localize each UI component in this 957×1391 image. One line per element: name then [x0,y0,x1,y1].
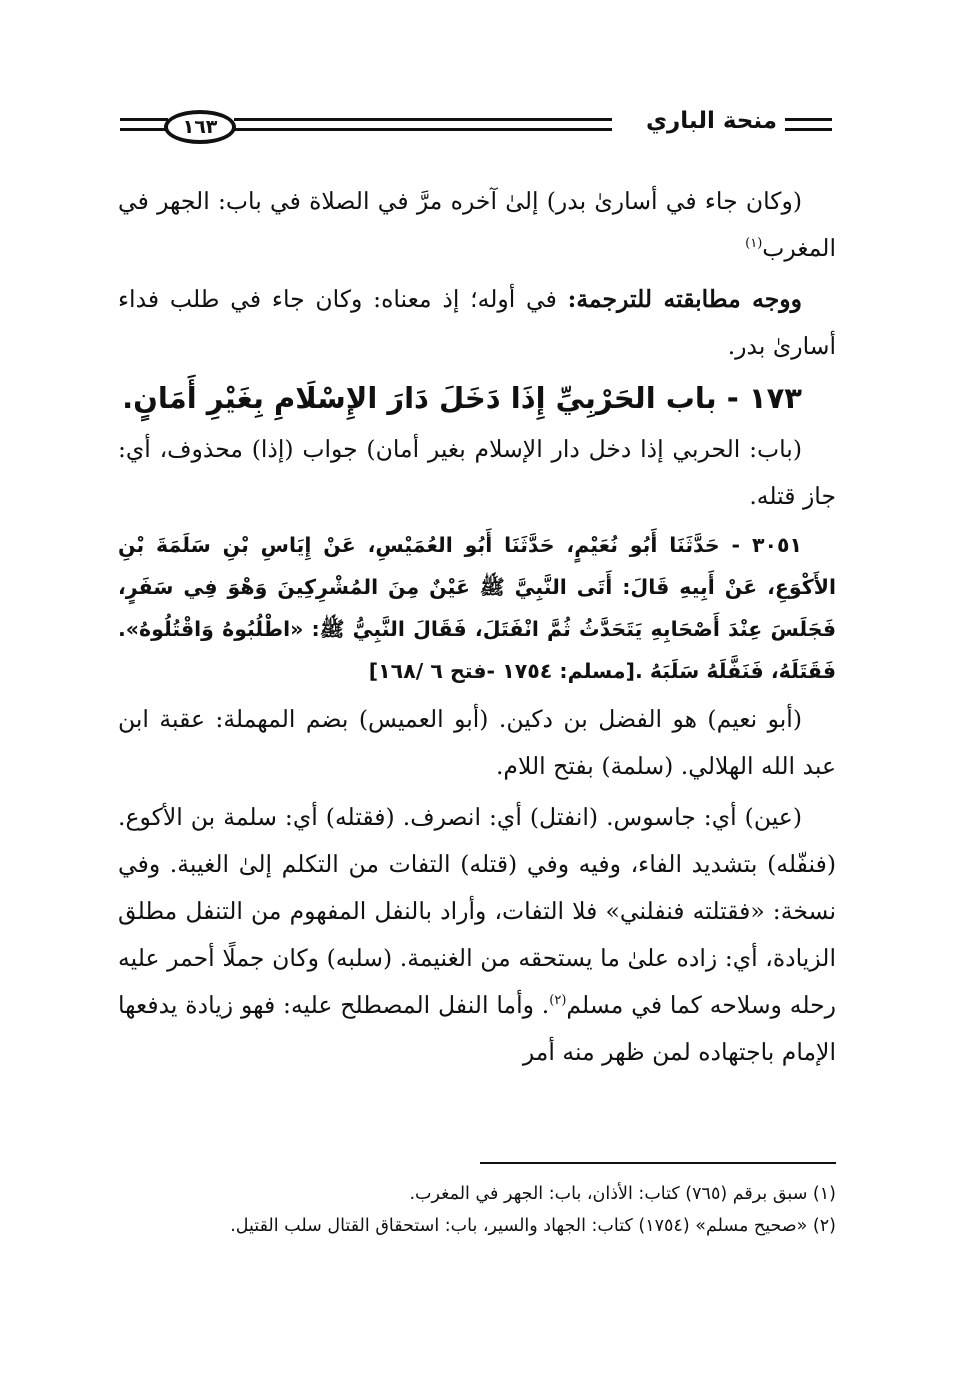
page-header [120,100,832,152]
running-title: منحة الباري [645,108,777,134]
footnote-ref: (١) [745,236,763,252]
chapter-heading: ١٧٣ - باب الحَرْبِيِّ إِذَا دَخَلَ دَارَ الإِسْلَامِ بِغَيْرِ أَمَانٍ. [122,381,802,415]
paragraph: (أبو نعيم) هو الفضل بن دكين. (أبو العميس) بضم المهملة: عقبة ابن عبد الله الهلالي. (سلمة) بفتح اللام. [118,705,836,780]
main-text [118,178,836,1080]
paragraph [118,178,836,272]
header-rule-right [785,128,832,131]
footnotes [118,1178,836,1242]
header-rule-left [120,118,168,121]
paragraph-lead: ووجه مطابقته للترجمة: [567,285,802,313]
paragraph-text: في أوله؛ إذ معناه: وكان جاء في طلب فداء أسارىٰ بدر. [118,285,836,360]
paragraph: (باب: الحربي إذا دخل دار الإسلام بغير أمان) جواب (إذا) محذوف، أي: جاز قتله. [118,435,836,510]
header-rule-middle [234,128,612,131]
header-rule-middle [234,118,612,121]
footnote: (١) سبق برقم (٧٦٥) كتاب: الأذان، باب: الجهر في المغرب. [409,1184,836,1204]
paragraph-text: . وأما النفل المصطلح عليه: فهو زيادة يدفعها الإمام باجتهاده لمن ظهر منه أمر [118,991,836,1066]
header-rule-left [120,128,168,131]
hadith-text: ٣٠٥١ - حَدَّثَنَا أَبُو نُعَيْمٍ، حَدَّثَنَا أَبُو العُمَيْسِ، عَنْ إِيَاسِ بْنِ سَلَمَةَ بْنِ الأَكْوَعِ، عَنْ أَبِيهِ قَالَ: أَتَى النَّبِيَّ ﷺ عَيْنٌ مِنَ المُشْرِكِينَ وَهْوَ فِي سَفَرٍ، فَجَلَسَ عِنْدَ أَصْحَابِهِ يَتَحَدَّثُ ثُمَّ انْفَتَلَ، فَقَالَ النَّبِيُّ ﷺ: «اطْلُبُوهُ وَاقْتُلُوهُ». فَقَتَلَهُ، فَنَفَّلَهُ سَلَبَهُ .[مسلم: ١٧٥٤ -فتح ٦ /١٦٨] [118,533,836,683]
footnote: (٢) «صحيح مسلم» (١٧٥٤) كتاب: الجهاد والسير، باب: استحقاق القتال سلب القتيل. [230,1216,836,1236]
footnote-divider [480,1162,836,1164]
paragraph [118,276,836,370]
footnote-ref: (٢) [549,993,567,1009]
paragraph [118,794,836,1076]
paragraph-text: (عين) أي: جاسوس. (انفتل) أي: انصرف. (فقتله) أي: سلمة بن الأكوع. (فنفّله) بتشديد الفاء، وفيه وفي (قتله) التفات من التكلم إلىٰ الغيبة. وفي نسخة: «فقتلته فنفلني» فلا التفات، وأراد بالنفل المفهوم من التنفل مطلق الزيادة، أي: زاده علىٰ ما يستحقه من الغنيمة. (سلبه) وكان جملًا أحمر عليه رحله وسلاحه كما في مسلم [118,803,836,1019]
paragraph-text: (وكان جاء في أسارىٰ بدر) إلىٰ آخره مرَّ في الصلاة في باب: الجهر في المغرب [118,187,836,262]
header-rule-right [785,118,832,121]
page-number: ١٦٣ [164,110,236,144]
